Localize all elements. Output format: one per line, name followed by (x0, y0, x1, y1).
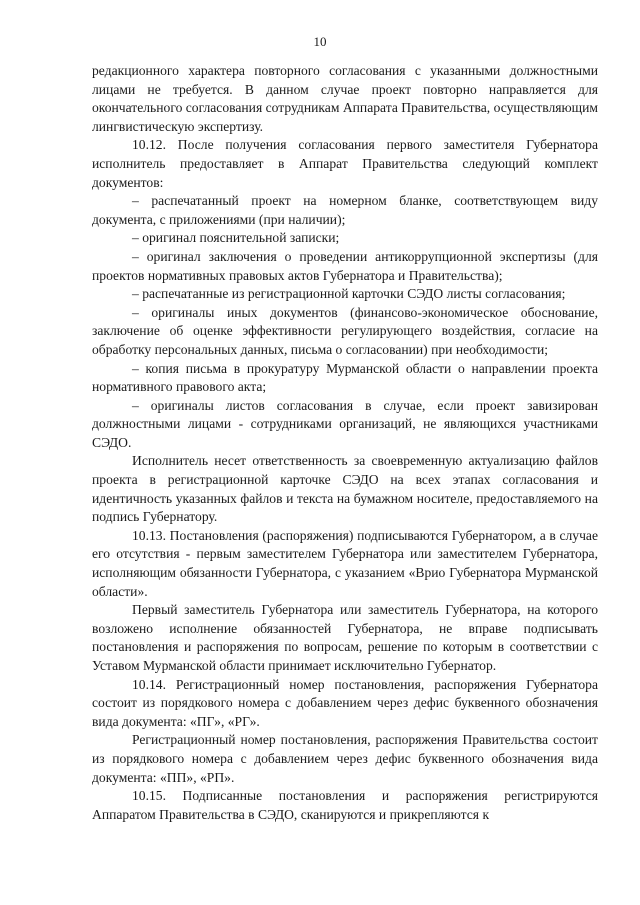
list-item: – распечатанный проект на номерном бланке, соответствующем виду документа, с приложениями (при наличии); (92, 193, 598, 227)
paragraph-10-14: 10.14. Регистрационный номер постановления, распоряжения Губернатора состоит из порядкового номера с добавлением через дефис буквенного обозначения вида документа: «ПГ», «РГ». (92, 676, 598, 729)
paragraph-10-13: 10.13. Постановления (распоряжения) подписываются Губернатором, а в случае его отсутствия - первым заместителем Губернатора или заместителем Губернатора, исполняющим обязанности Губернатора, с указанием «Врио Губернатора Мурманской области». (92, 527, 598, 599)
list-item: – копия письма в прокуратуру Мурманской области о направлении проекта нормативного правового акта; (92, 360, 598, 395)
paragraph: редакционного характера повторного согласования с указанными должностными лицами не требуется. В данном случае проект повторно направляется для окончательного согласования сотрудникам Аппарата Правительства, осуществляющим лингвистическую экспертизу. (92, 63, 598, 134)
list-item: – оригиналы иных документов (финансово-экономическое обоснование, заключение об оценке эффективности регулирующего воздействия, согласие на обработку персональных данных, письма о согласовании) при необходимости; (92, 304, 598, 357)
paragraph-10-15: 10.15. Подписанные постановления и распоряжения регистрируются Аппаратом Правительства в СЭДО, сканируются и прикрепляются к (92, 788, 598, 822)
page-number: 10 (313, 34, 327, 49)
paragraph: Исполнитель несет ответственность за своевременную актуализацию файлов проекта в регистрационной карточке СЭДО на всех этапах согласования и идентичность указанных файлов и текста на бумажном носителе, предоставляемого на подпись Губернатору. (92, 453, 598, 525)
paragraph-10-12: 10.12. После получения согласования первого заместителя Губернатора исполнитель предоставляет в Аппарат Правительства следующий комплект документов: (92, 137, 598, 190)
paragraph: Регистрационный номер постановления, распоряжения Правительства состоит из порядкового номера с добавлением через дефис буквенного обозначения вида документа: «ПП», «РП». (92, 732, 598, 785)
list-item: – распечатанные из регистрационной карточки СЭДО листы согласования; (132, 286, 566, 302)
list-item: – оригиналы листов согласования в случае, если проект завизирован должностными лицами - сотрудниками организаций, не являющихся участниками СЭДО. (92, 397, 598, 450)
list-item: – оригинал заключения о проведении антикоррупционной экспертизы (для проектов нормативных правовых актов Губернатора и Правительства); (92, 248, 598, 283)
paragraph: Первый заместитель Губернатора или заместитель Губернатора, на которого возложено исполнение обязанностей Губернатора, не вправе подписывать постановления и распоряжения по вопросам, решение по которым в соответствии с Уставом Мурманской области принимает исключительно Губернатор. (92, 602, 598, 673)
list-item: – оригинал пояснительной записки; (132, 230, 340, 246)
document-body (92, 62, 598, 824)
